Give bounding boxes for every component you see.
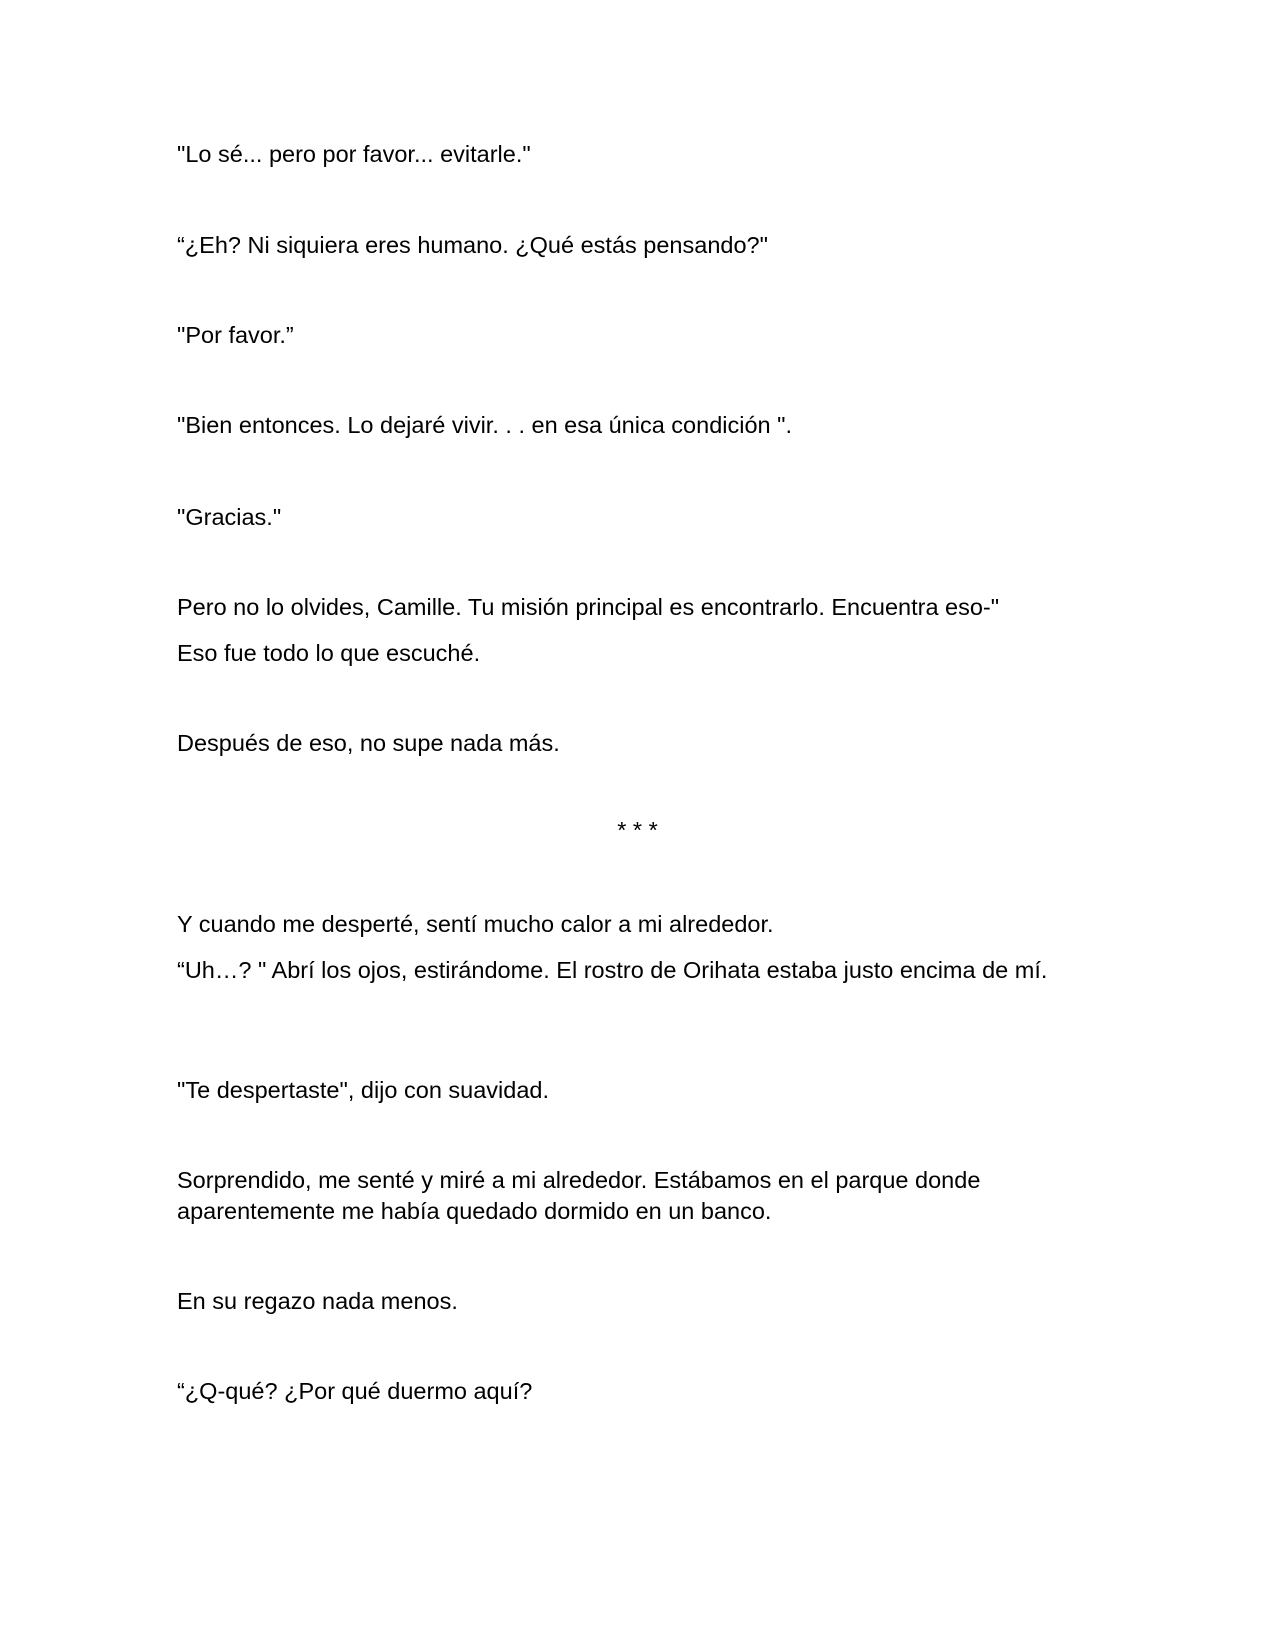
paragraph-10: “Uh…? " Abrí los ojos, estirándome. El rostro de Orihata estaba justo encima de mí. <box>177 957 1048 983</box>
paragraph-7: Eso fue todo lo que escuché. <box>177 640 481 666</box>
paragraph-5: "Gracias." <box>177 504 282 530</box>
paragraph-3: "Por favor.” <box>177 322 294 348</box>
paragraph-4: "Bien entonces. Lo dejaré vivir. . . en esa única condición ". <box>177 412 792 438</box>
paragraph-12: Sorprendido, me senté y miré a mi alrededor. Estábamos en el parque donde aparentemente me había quedado dormido en un banco. <box>177 1167 987 1224</box>
paragraph-14: “¿Q-qué? ¿Por qué duermo aquí? <box>177 1378 533 1404</box>
paragraph-2: “¿Eh? Ni siquiera eres humano. ¿Qué estás pensando?" <box>177 232 768 258</box>
paragraph-1: "Lo sé... pero por favor... evitarle." <box>177 141 531 167</box>
paragraph-13: En su regazo nada menos. <box>177 1288 458 1314</box>
paragraph-6: Pero no lo olvides, Camille. Tu misión principal es encontrarlo. Encuentra eso-" <box>177 594 1000 620</box>
paragraph-8: Después de eso, no supe nada más. <box>177 730 560 756</box>
paragraph-9: Y cuando me desperté, sentí mucho calor a mi alrededor. <box>177 911 774 937</box>
section-separator: * * * <box>617 817 658 843</box>
paragraph-11: "Te despertaste", dijo con suavidad. <box>177 1077 550 1103</box>
